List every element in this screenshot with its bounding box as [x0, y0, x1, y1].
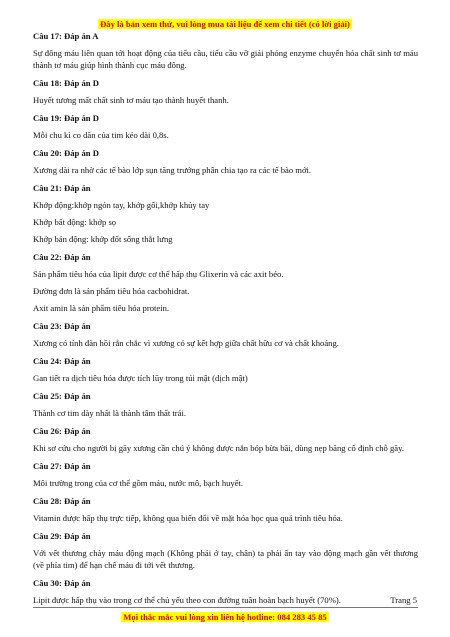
question-title: Câu 20: Đáp án D [33, 148, 99, 158]
question-title: Câu 19: Đáp án D [33, 113, 99, 123]
answer-text: Thành cơ tim dày nhất là thành tâm thất trái. [33, 408, 186, 418]
answer-text: Khớp bán động: khớp đốt sống thắt lưng [33, 234, 173, 244]
answer-text: Khớp bất động: khớp sọ [33, 217, 117, 227]
answer-block [33, 577, 418, 606]
answer-block [33, 30, 418, 71]
answer-block [33, 495, 418, 524]
answer-block [33, 147, 418, 176]
answer-block [33, 390, 418, 419]
answer-text: Lipit được hấp thụ vào trong cơ thể chủ yếu theo con đường tuần hoàn bạch huyết (70%). [33, 595, 341, 605]
answer-text: Gan tiết ra dịch tiêu hóa được tích lũy trong túi mật (dịch mật) [33, 373, 248, 383]
answer-text: Huyết tương mất chất sinh tơ máu tạo thành huyết thanh. [33, 95, 229, 105]
question-title: Câu 24: Đáp án [33, 356, 91, 366]
answer-text: Môi trường trong của cơ thể gồm máu, nước mô, bạch huyết. [33, 478, 244, 488]
answer-text: Sản phẩm tiêu hóa của lipit được cơ thể hấp thụ Glixerin và các axit béo. [33, 269, 284, 279]
hotline-text: Mọi thắc mắc vui lòng xin liên hệ hotline: 084 283 45 85 [123, 612, 327, 622]
answer-text: Sự đông máu liên quan tới hoạt động của tiểu cầu, tiểu cầu vỡ giải phóng enzyme chuyển hóa chất sinh tơ máu thành tơ máu giúp hình thành cục máu đông. [33, 48, 418, 70]
answer-block [33, 355, 418, 384]
question-title: Câu 28: Đáp án [33, 496, 91, 506]
question-title: Câu 18: Đáp án D [33, 78, 99, 88]
question-title: Câu 30: Đáp án [33, 578, 91, 588]
answer-block [33, 460, 418, 489]
question-title: Câu 27: Đáp án [33, 461, 91, 471]
answer-block [33, 77, 418, 106]
answer-text: Khi sơ cứu cho người bị gãy xương cần chú ý không được nắn bóp bừa bãi, dùng nẹp băng cố định chỗ gãy. [33, 443, 404, 453]
answer-text: Xương có tính đàn hồi rắn chắc vì xương có sự kết hợp giữa chất hữu cơ và chất khoáng. [33, 338, 339, 348]
answer-block [33, 182, 418, 245]
answer-text: Khớp động:khớp ngón tay, khớp gối,khớp khủy tay [33, 200, 210, 210]
answer-text: Mỗi chu kì co dãn của tim kéo dài 0,8s. [33, 130, 169, 140]
answer-list [33, 30, 418, 612]
answer-text: Vitamin được hấp thụ trực tiếp, không qua biến đổi về mặt hóa học qua quá trình tiêu hóa. [33, 513, 343, 523]
answer-text: Đường đơn là sản phẩm tiêu hóa cacbohidrat. [33, 286, 190, 296]
answer-block [33, 530, 418, 571]
answer-block [33, 425, 418, 454]
answer-block [33, 251, 418, 314]
question-title: Câu 22: Đáp án [33, 252, 91, 262]
answer-block [33, 320, 418, 349]
answer-text: Với vết thương chảy máu động mạch (Không phải ở tay, chân) ta phải ấn tay vào động mạch gần vết thương (về phía tim) để hạn chế máu đi tới vết thương. [33, 548, 418, 570]
question-title: Câu 23: Đáp án [33, 321, 91, 331]
question-title: Câu 21: Đáp án [33, 183, 91, 193]
question-title: Câu 17: Đáp án A [33, 31, 99, 41]
preview-notice-text: Đây là bản xem thử, vui lòng mua tài liệu để xem chi tiết (có lời giải) [100, 19, 350, 29]
question-title: Câu 25: Đáp án [33, 391, 91, 401]
answer-block [33, 112, 418, 141]
answer-text: Axit amin là sản phẩm tiêu hóa protein. [33, 303, 170, 313]
hotline-banner [0, 607, 450, 625]
question-title: Câu 29: Đáp án [33, 531, 91, 541]
page-number: Trang 5 [390, 595, 417, 605]
question-title: Câu 26: Đáp án [33, 426, 91, 436]
answer-text: Xương dài ra nhờ các tế bào lớp sụn tăng trưởng phân chia tạo ra các tế bào mới. [33, 165, 312, 175]
